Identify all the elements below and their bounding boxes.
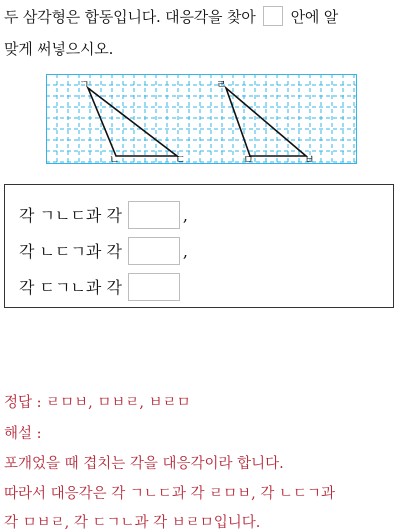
- solution-answer-line: 정답 : ㄹㅁㅂ, ㅁㅂㄹ, ㅂㄹㅁ: [4, 395, 191, 411]
- answer-input-box[interactable]: [128, 273, 180, 301]
- answer-row-label: 각 ㄱㄴㄷ과 각: [19, 206, 122, 225]
- answer-row-comma: ,: [182, 206, 189, 225]
- solution-line-2: 따라서 대응각은 각 ㄱㄴㄷ과 각 ㄹㅁㅂ, 각 ㄴㄷㄱ과: [4, 486, 336, 502]
- answer-input-box[interactable]: [128, 201, 180, 229]
- solution-explanation-label: 해설 :: [4, 426, 42, 442]
- solution-line-3: 각 ㅁㅂㄹ, 각 ㄷㄱㄴ과 각 ㅂㄹㅁ입니다.: [4, 515, 261, 531]
- answer-row: [19, 237, 188, 265]
- question-text-after-box: 안에 알: [290, 8, 339, 26]
- triangle-figure: [46, 74, 357, 164]
- vertex-label-bieup: ㅂ: [304, 153, 315, 164]
- vertex-label-nieun: ㄴ: [109, 153, 120, 164]
- vertex-label-mieum: ㅁ: [243, 153, 254, 164]
- vertex-label-digeut: ㄷ: [175, 153, 186, 164]
- question-line-1: [4, 6, 338, 27]
- answer-row-label: 각 ㄴㄷㄱ과 각: [19, 242, 122, 261]
- question-text-before-box: 두 삼각형은 합동입니다. 대응각을 찾아: [4, 8, 256, 26]
- answer-box-icon: [263, 6, 283, 26]
- answer-input-box[interactable]: [128, 237, 180, 265]
- answer-row-comma: ,: [182, 242, 189, 261]
- answer-row: [19, 273, 183, 301]
- vertex-label-rieul: ㄹ: [216, 78, 227, 91]
- answer-panel: [4, 184, 394, 308]
- question-line-2: 맞게 써넣으시오.: [4, 40, 114, 58]
- solution-line-1: 포개었을 때 겹치는 각을 대응각이라 합니다.: [4, 456, 284, 472]
- dashed-grid: [46, 74, 357, 164]
- vertex-label-giyeok: ㄱ: [79, 78, 90, 91]
- answer-row-label: 각 ㄷㄱㄴ과 각: [19, 278, 122, 297]
- answer-row: [19, 201, 188, 229]
